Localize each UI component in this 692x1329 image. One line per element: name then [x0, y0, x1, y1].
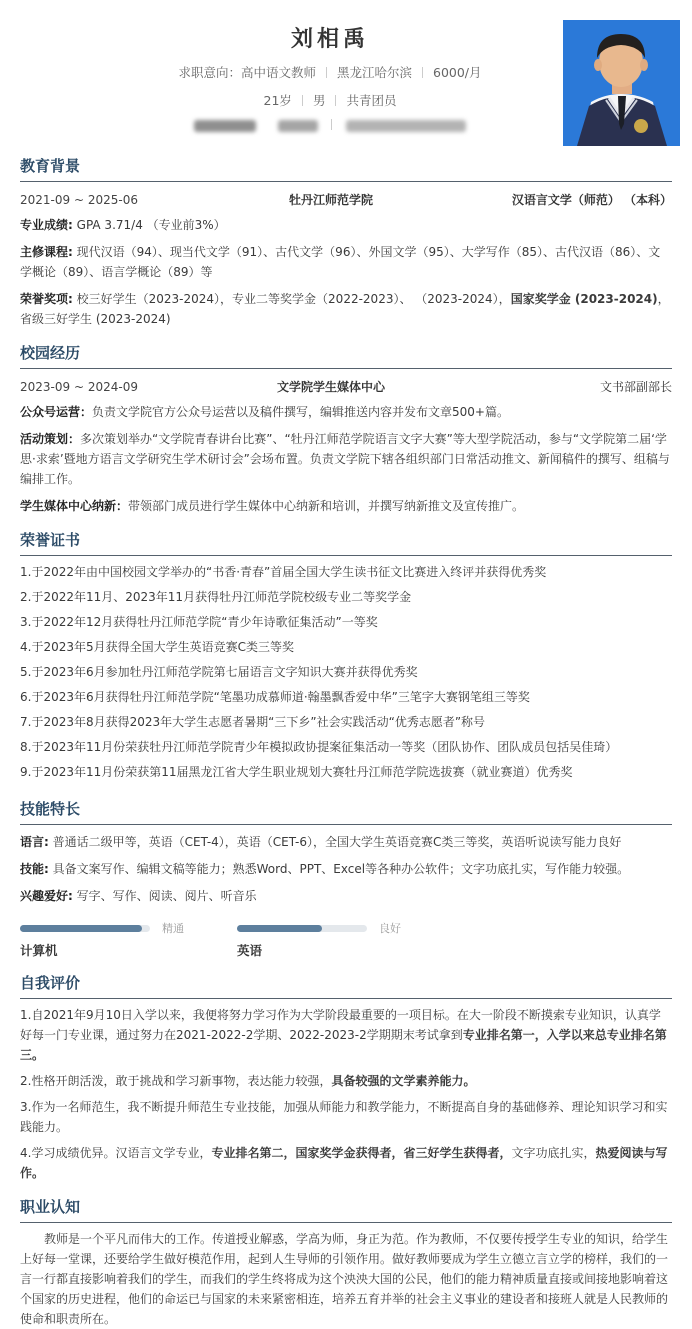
self-eval-line: 4.学习成绩优异。汉语言文学专业，专业排名第二，国家奖学金获得者，省三好学生获得者，文字功底扎实，热爱阅读与写作。: [20, 1146, 668, 1180]
job-intent-position: 高中语文教师: [240, 65, 316, 80]
skill-bar-english: [237, 920, 454, 959]
education-school: 牡丹江师范学院: [288, 193, 373, 207]
section-skills: [20, 798, 672, 959]
id-photo-illustration: [563, 20, 680, 146]
skill-label: 兴趣爱好:: [20, 889, 73, 903]
bar-fill: [237, 925, 322, 932]
honor-item: 2.于2022年11月、2023年11月获得牡丹江师范学院校级专业二等奖学金: [20, 590, 412, 604]
id-photo: [563, 20, 680, 146]
section-education: [20, 155, 672, 329]
campus-item-text: 负责文学院官方公众号运营以及稿件撰写，编辑推送内容并发布文章500+篇。: [92, 405, 509, 419]
bar-track: [20, 925, 150, 932]
campus-item-text: 多次策划举办“文学院青春讲台比赛”、“牡丹江师范学院语言文字大赛”等大型学院活动，参与“文学院第二届‘学思·求索’暨地方语言文学研究生学术研讨会”会场布置。负责文学院下辖各组织部门日常活动推文、新闻稿件的撰写、组稿与编排工作。: [20, 432, 670, 486]
profile-political-status: 共青团员: [346, 93, 397, 108]
profile-gender: 男: [312, 93, 326, 108]
self-eval-line: 2.性格开朗活泼，敢于挑战和学习新事物，表达能力较强，具备较强的文学素养能力。: [20, 1074, 476, 1088]
education-row: [20, 191, 672, 208]
campus-item: [20, 496, 672, 516]
skill-text: 具备文案写作、编辑文稿等能力；熟悉Word、PPT、Excel等各种办公软件；文字功底扎实，写作能力较强。: [52, 862, 630, 876]
honor-item: 5.于2023年6月参加牡丹江师范学院第七届语言文字知识大赛并获得优秀奖: [20, 665, 418, 679]
education-degree: 汉语言文学（师范） （本科）: [511, 193, 672, 207]
bar-level-label: 良好: [379, 922, 401, 935]
job-intent-line: [20, 63, 640, 81]
redacted-phone: [194, 120, 256, 132]
job-intent-salary: 6000/月: [433, 65, 482, 80]
campus-period: 2023-09 ~ 2024-09: [20, 380, 138, 394]
job-intent-location: 黑龙江哈尔滨: [336, 65, 412, 80]
redacted-text: [278, 120, 318, 132]
education-gpa: [20, 215, 672, 235]
gpa-value: GPA 3.71/4 （专业前3%）: [76, 218, 226, 232]
section-honors: [20, 529, 672, 785]
bar-level-label: 精通: [162, 922, 184, 935]
campus-org: 文学院学生媒体中心: [276, 380, 385, 394]
campus-item: [20, 402, 672, 422]
profile-line: [20, 91, 640, 109]
header: [20, 14, 672, 142]
skill-label: 技能:: [20, 862, 49, 876]
contact-redacted-line: [20, 118, 640, 134]
separator: [335, 95, 336, 106]
career-paragraph: 教师是一个平凡而伟大的工作。传道授业解惑，学高为师，身正为范。作为教师，不仅要传授学生专业的知识，给学生上好每一堂课，还要给学生做好模范作用，起到人生导师的引领作用。做好教师要成为学生立德立言立学的榜样，我们的一言一行都直接影响着我们的学生，而我们的学生终将成为这个泱泱大国的公民，他们的能力精神质量直接或间接地影响着这个国家的历史进程，他们的命运已与国家的未来紧密相连，培养五育并举的社会主义事业的建设者和接班人就是人民教师的使命和职责所在。: [20, 1232, 669, 1326]
awards-label: 荣誉奖项:: [20, 292, 73, 306]
self-eval-line: 1.自2021年9月10日入学以来，我便将努力学习作为大学阶段最重要的一项目标。在大一阶段不断摸索专业知识，认真学好每一门专业课，通过努力在2021-2022-2学期、2022-2023-2学期期末考试拿到专业排名第一，入学以来总专业排名第三。: [20, 1008, 667, 1062]
awards-value: 校三好学生（2023-2024），专业二等奖学金（2022-2023）、 （2023-2024），国家奖学金 (2023-2024)，省级三好学生 (2023-2024): [20, 292, 670, 326]
candidate-name: 刘相禹: [290, 27, 369, 52]
header-left: [20, 14, 640, 134]
education-courses: [20, 242, 672, 282]
courses-label: 主修课程:: [20, 245, 73, 259]
separator: [422, 67, 423, 78]
redacted-email: [346, 120, 466, 132]
section-career: [20, 1196, 672, 1329]
bar-track: [237, 925, 367, 932]
bar-name: 英语: [237, 943, 263, 958]
profile-age: 21岁: [263, 93, 292, 108]
campus-item-label: 活动策划：: [20, 432, 81, 446]
campus-row: [20, 378, 672, 395]
bar-name: 计算机: [20, 943, 58, 958]
education-awards: [20, 289, 672, 329]
separator: [326, 67, 327, 78]
job-intent-label: 求职意向：: [178, 65, 241, 80]
skill-bar-computer: [20, 920, 237, 959]
honor-item: 4.于2023年5月获得全国大学生英语竞赛C类三等奖: [20, 640, 295, 654]
courses-value: 现代汉语（94）、现当代文学（91）、古代文学（96）、外国文学（95）、大学写作（85）、古代汉语（86）、文学概论（89）、语言学概论（89）等: [20, 245, 661, 279]
honor-item: 6.于2023年6月获得牡丹江师范学院“笔墨功成慕师道·翰墨飘香爱中华”三笔字大赛钢笔组三等奖: [20, 690, 530, 704]
section-title-skills: 技能特长: [20, 798, 672, 825]
honor-item: 3.于2022年12月获得牡丹江师范学院“青少年诗歌征集活动”一等奖: [20, 615, 378, 629]
honor-item: 1.于2022年由中国校园文学举办的“书香·青春”首届全国大学生读书征文比赛进入终评并获得优秀奖: [20, 565, 547, 579]
separator: [331, 119, 332, 130]
skill-label: 语言:: [20, 835, 49, 849]
section-title-campus: 校园经历: [20, 342, 672, 369]
separator: [302, 95, 303, 106]
skill-text: 写字、写作、阅读、阅片、听音乐: [76, 889, 257, 903]
skill-line: [20, 832, 672, 852]
skill-bars: [20, 920, 672, 959]
section-title-education: 教育背景: [20, 155, 672, 182]
campus-item-label: 公众号运营：: [20, 405, 93, 419]
skill-line: [20, 886, 672, 906]
honor-item: 9.于2023年11月份荣获第11届黑龙江省大学生职业规划大赛牡丹江师范学院选拔赛（就业赛道）优秀奖: [20, 765, 573, 779]
bar-fill: [20, 925, 142, 932]
section-self-eval: [20, 972, 672, 1183]
education-period: 2021-09 ~ 2025-06: [20, 193, 138, 207]
section-title-honors: 荣誉证书: [20, 529, 672, 556]
honor-item: 8.于2023年11月份荣获牡丹江师范学院青少年模拟政协提案征集活动一等奖（团队协作、团队成员包括吴佳琦）: [20, 740, 618, 754]
honor-item: 7.于2023年8月获得2023年大学生志愿者暑期“三下乡”社会实践活动“优秀志愿者”称号: [20, 715, 486, 729]
campus-item-text: 带领部门成员进行学生媒体中心纳新和培训，并撰写纳新推文及宣传推广。: [128, 499, 525, 513]
self-eval-line: 3.作为一名师范生，我不断提升师范生专业技能，加强从师能力和教学能力，不断提高自身的基础修养、理论知识学习和实践能力。: [20, 1100, 668, 1134]
gpa-label: 专业成绩:: [20, 218, 73, 232]
skill-text: 普通话二级甲等，英语（CET-4），英语（CET-6），全国大学生英语竞赛C类三等奖，英语听说读写能力良好: [52, 835, 622, 849]
section-title-career: 职业认知: [20, 1196, 672, 1223]
section-title-self-eval: 自我评价: [20, 972, 672, 999]
campus-role: 文书部副部长: [599, 380, 672, 394]
campus-item: [20, 429, 672, 489]
section-campus: [20, 342, 672, 516]
skill-line: [20, 859, 672, 879]
campus-item-label: 学生媒体中心纳新：: [20, 499, 129, 513]
honors-list: [20, 560, 672, 785]
